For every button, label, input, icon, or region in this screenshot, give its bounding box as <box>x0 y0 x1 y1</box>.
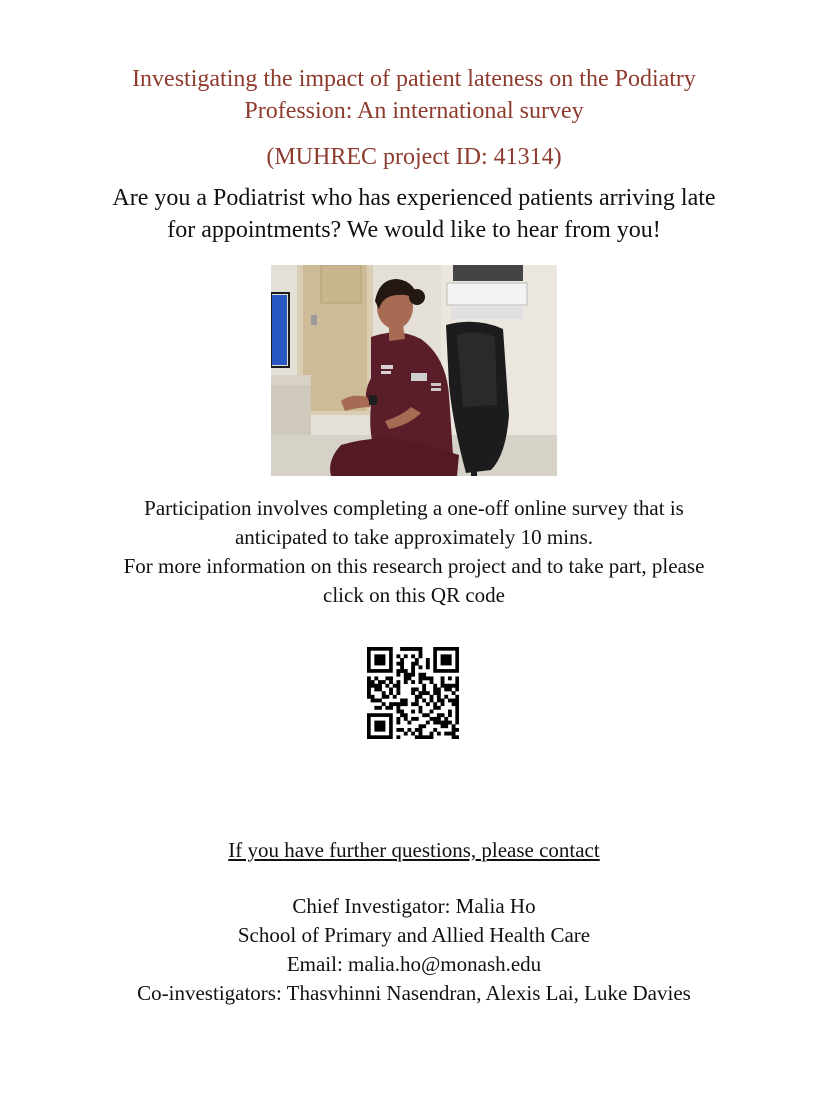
participation-info <box>40 494 788 610</box>
title-line-2: Profession: An international survey <box>244 98 584 124</box>
info-line-1: Participation involves completing a one-off online survey that is <box>144 496 684 520</box>
flyer-title <box>40 63 788 127</box>
info-line-4: click on this QR code <box>323 583 505 607</box>
lead-question <box>40 182 788 246</box>
co-investigators: Co-investigators: Thasvhinni Nasendran, Alexis Lai, Luke Davies <box>137 981 691 1005</box>
project-id: (MUHREC project ID: 41314) <box>266 144 562 170</box>
chief-investigator: Chief Investigator: Malia Ho <box>292 894 536 918</box>
school-name: School of Primary and Allied Health Care <box>237 923 591 947</box>
info-line-2: anticipated to take approximately 10 mins. <box>234 525 594 549</box>
lead-line-2: for appointments? We would like to hear from you! <box>167 217 661 243</box>
contact-email[interactable]: Email: malia.ho@monash.edu <box>286 952 542 976</box>
podiatrist-photo <box>271 265 557 476</box>
survey-qr-code[interactable] <box>367 647 459 739</box>
title-line-1: Investigating the impact of patient lateness on the Podiatry <box>132 66 696 92</box>
info-line-3: For more information on this research project and to take part, please <box>123 554 705 578</box>
contact-heading: If you have further questions, please contact <box>228 838 600 862</box>
lead-line-1: Are you a Podiatrist who has experienced patients arriving late <box>112 185 716 211</box>
